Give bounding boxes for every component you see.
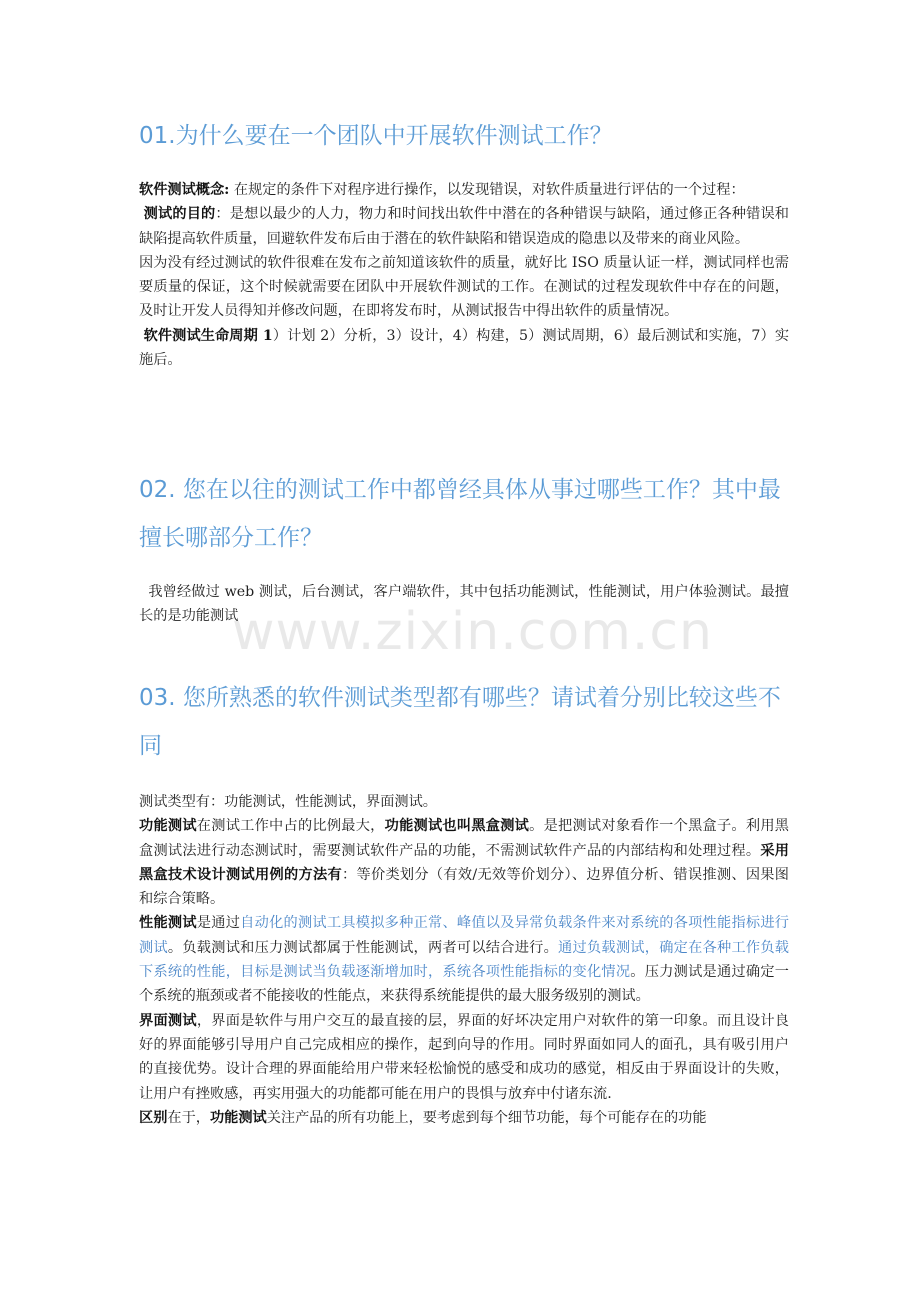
functional-blackbox-label: 功能测试也叫黑盒测试 <box>384 818 530 835</box>
performance-highlight-2: 通过负载测试，确定在各种工作负载下系统的性能，目标是测试当负载逐渐增加时，系统各项性能指标的变化情况 <box>139 939 789 981</box>
difference-text-2: 关注产品的所有功能上，要考虑到每个细节功能，每个可能存在的功能 <box>266 1109 707 1126</box>
difference-paragraph <box>139 1106 789 1130</box>
functional-label: 功能测试 <box>139 818 197 835</box>
performance-text-1: 是通过 <box>196 915 241 932</box>
performance-text-3: 。压力测试是通过确定一个系统的瓶颈或者不能接收的性能点，来获得系统能提供的最大服务级别的测试。 <box>139 964 789 1005</box>
performance-label: 性能测试 <box>139 915 197 932</box>
section-01-title: 01.为什么要在一个团队中开展软件测试工作？ <box>139 123 613 149</box>
lifecycle-paragraph <box>139 324 789 373</box>
functional-text-3: ：等价类划分（有效/无效等价划分）、边界值分析、错误推测、因果图和综合策略。 <box>139 866 789 908</box>
purpose-label: 测试的目的 <box>143 206 216 223</box>
lifecycle-label: 软件测试生命周期 1 <box>143 327 273 344</box>
concept-text: 在规定的条件下对程序进行操作，以发现错误，对软件质量进行评估的一个过程： <box>233 182 745 198</box>
purpose-text: ：是想以最少的人力，物力和时间找出软件中潜在的各种错误与缺陷，通过修正各种错误和缺陷提高软件质量，回避软件发布后由于潜在的软件缺陷和错误造成的隐患以及带来的商业风险。 <box>139 206 789 247</box>
performance-text-2: 。负载测试和压力测试都属于性能测试，两者可以结合进行。 <box>167 939 559 956</box>
section-03-title: 03. 您所熟悉的软件测试类型都有哪些？请试着分别比较这些不同 <box>139 685 781 759</box>
lifecycle-text: ）计划 2）分析，3）设计，4）构建，5）测试周期，6）最后测试和实施，7）实施后。 <box>139 327 790 369</box>
section-03-body <box>139 790 789 1130</box>
concept-paragraph <box>139 178 789 202</box>
reason-paragraph: 因为没有经过测试的软件很难在发布之前知道该软件的质量，就好比 ISO 质量认证一样，测试同样也需要质量的保证，这个时候就需要在团队中开展软件测试的工作。在测试的过程发现软件中存在的问题，及时让开发人员得知并修改问题，在即将发布时，从测试报告中得出软件的质量情况。 <box>139 254 789 320</box>
functional-text-1: 在测试工作中占的比例最大， <box>196 818 385 835</box>
section-01-body <box>139 178 789 372</box>
performance-highlight-1: 自动化的测试工具模拟多种正常、峰值以及异常负载条件来对系统的各项性能指标进行测试 <box>139 915 789 956</box>
section-02-title: 02. 您在以往的测试工作中都曾经具体从事过哪些工作？其中最擅长哪部分工作？ <box>139 477 781 551</box>
experience-text: 我曾经做过 web 测试，后台测试，客户端软件，其中包括功能测试，性能测试，用户体验测试。最擅长的是功能测试 <box>139 584 789 625</box>
ui-paragraph <box>139 1009 789 1106</box>
watermark: www.zixin.com.cn <box>232 602 713 662</box>
difference-text-1: 在于， <box>167 1109 210 1126</box>
ui-text: ，界面是软件与用户交互的最直接的层，界面的好坏决定用户对软件的第一印象。而且设计良好的界面能够引导用户自己完成相应的操作，起到向导的作用。同时界面如同人的面孔，具有吸引用户的直接优势。设计合理的界面能给用户带来轻松愉悦的感受和成功的感觉，相反由于界面设计的失败，让用户有挫败感，再实用强大的功能都可能在用户的畏惧与放弃中付诸东流. <box>139 1012 789 1102</box>
difference-functional-label: 功能测试 <box>209 1109 267 1126</box>
ui-label: 界面测试 <box>139 1012 197 1029</box>
blackbox-methods-label: 采用黑盒技术设计测试用例的方法有 <box>139 842 789 883</box>
purpose-paragraph <box>139 202 789 251</box>
experience-paragraph <box>139 580 789 629</box>
difference-label: 区别 <box>139 1109 168 1126</box>
functional-paragraph <box>139 814 789 911</box>
performance-paragraph <box>139 911 789 1008</box>
section-02-body <box>139 580 789 629</box>
types-paragraph: 测试类型有：功能测试，性能测试，界面测试。 <box>139 794 437 810</box>
concept-label: 软件测试概念: <box>139 182 230 198</box>
functional-text-2: 。是把测试对象看作一个黑盒子。利用黑盒测试法进行动态测试时，需要测试软件产品的功能，不需测试软件产品的内部结构和处理过程。 <box>139 818 789 859</box>
